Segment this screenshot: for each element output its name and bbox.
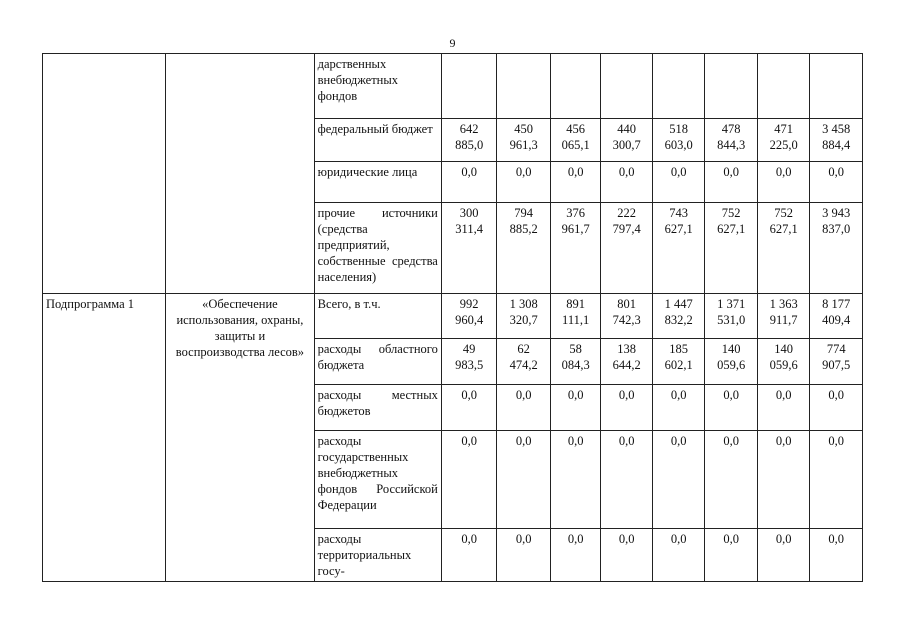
amount-cell: 0,0 xyxy=(652,431,705,529)
funding-source-cell: расходы территориальных госу- xyxy=(314,529,441,582)
amount-cell: 0,0 xyxy=(705,385,758,431)
amount-cell: 0,0 xyxy=(705,162,758,203)
funding-source-cell: расходы областного бюджета xyxy=(314,339,441,385)
amount-cell: 0,0 xyxy=(497,529,551,582)
amount-cell: 1 363 911,7 xyxy=(757,294,810,339)
amount-cell: 794 885,2 xyxy=(497,203,551,294)
amount-cell xyxy=(652,54,705,119)
amount-cell: 642 885,0 xyxy=(441,119,497,162)
amount-cell: 1 308 320,7 xyxy=(497,294,551,339)
amount-cell: 0,0 xyxy=(601,162,653,203)
amount-cell: 0,0 xyxy=(652,162,705,203)
amount-cell: 0,0 xyxy=(810,431,863,529)
subprogram-title: «Обеспечение использования, охраны, защиты и воспроизводства лесов» xyxy=(166,294,314,582)
amount-cell: 0,0 xyxy=(705,529,758,582)
amount-cell: 0,0 xyxy=(601,529,653,582)
amount-cell: 0,0 xyxy=(810,385,863,431)
amount-cell: 992 960,4 xyxy=(441,294,497,339)
amount-cell: 0,0 xyxy=(757,431,810,529)
amount-cell: 0,0 xyxy=(757,162,810,203)
amount-cell: 0,0 xyxy=(810,529,863,582)
empty-title-cell xyxy=(166,54,314,294)
amount-cell: 185 602,1 xyxy=(652,339,705,385)
amount-cell: 376 961,7 xyxy=(550,203,600,294)
amount-cell: 0,0 xyxy=(757,529,810,582)
amount-cell: 0,0 xyxy=(441,431,497,529)
amount-cell: 456 065,1 xyxy=(550,119,600,162)
funding-source-cell: расходы местных бюджетов xyxy=(314,385,441,431)
amount-cell: 0,0 xyxy=(652,385,705,431)
table-row xyxy=(43,294,863,339)
amount-cell: 3 943 837,0 xyxy=(810,203,863,294)
amount-cell: 518 603,0 xyxy=(652,119,705,162)
empty-program-cell xyxy=(43,54,166,294)
amount-cell: 0,0 xyxy=(550,529,600,582)
amount-cell: 0,0 xyxy=(705,431,758,529)
amount-cell: 0,0 xyxy=(441,529,497,582)
amount-cell: 140 059,6 xyxy=(705,339,758,385)
amount-cell: 0,0 xyxy=(550,431,600,529)
amount-cell xyxy=(757,54,810,119)
subprogram-label: Подпрограмма 1 xyxy=(43,294,166,582)
page-number: 9 xyxy=(449,36,456,50)
amount-cell xyxy=(441,54,497,119)
amount-cell: 0,0 xyxy=(441,385,497,431)
amount-cell: 450 961,3 xyxy=(497,119,551,162)
amount-cell xyxy=(550,54,600,119)
amount-cell: 752 627,1 xyxy=(757,203,810,294)
amount-cell: 140 059,6 xyxy=(757,339,810,385)
amount-cell: 62 474,2 xyxy=(497,339,551,385)
amount-cell: 801 742,3 xyxy=(601,294,653,339)
amount-cell: 0,0 xyxy=(757,385,810,431)
amount-cell xyxy=(497,54,551,119)
amount-cell: 8 177 409,4 xyxy=(810,294,863,339)
funding-source-cell: расходы государственных внебюджетных фондов Российской Федерации xyxy=(314,431,441,529)
funding-source-cell: федеральный бюджет xyxy=(314,119,441,162)
funding-source-cell: Всего, в т.ч. xyxy=(314,294,441,339)
amount-cell: 0,0 xyxy=(550,162,600,203)
amount-cell xyxy=(601,54,653,119)
amount-cell: 0,0 xyxy=(441,162,497,203)
table-row xyxy=(43,54,863,119)
amount-cell: 138 644,2 xyxy=(601,339,653,385)
amount-cell: 0,0 xyxy=(652,529,705,582)
amount-cell: 471 225,0 xyxy=(757,119,810,162)
amount-cell: 3 458 884,4 xyxy=(810,119,863,162)
amount-cell: 49 983,5 xyxy=(441,339,497,385)
amount-cell: 1 447 832,2 xyxy=(652,294,705,339)
amount-cell: 0,0 xyxy=(497,385,551,431)
amount-cell: 0,0 xyxy=(810,162,863,203)
amount-cell: 478 844,3 xyxy=(705,119,758,162)
amount-cell: 222 797,4 xyxy=(601,203,653,294)
funding-source-cell: прочие источники (средства предприятий, собственные средства населения) xyxy=(314,203,441,294)
amount-cell: 1 371 531,0 xyxy=(705,294,758,339)
funding-source-cell: юридические лица xyxy=(314,162,441,203)
amount-cell: 0,0 xyxy=(497,162,551,203)
funding-table xyxy=(42,53,863,582)
amount-cell: 300 311,4 xyxy=(441,203,497,294)
amount-cell: 0,0 xyxy=(601,385,653,431)
amount-cell: 774 907,5 xyxy=(810,339,863,385)
amount-cell xyxy=(705,54,758,119)
amount-cell: 0,0 xyxy=(550,385,600,431)
amount-cell: 0,0 xyxy=(601,431,653,529)
amount-cell: 743 627,1 xyxy=(652,203,705,294)
amount-cell: 752 627,1 xyxy=(705,203,758,294)
amount-cell xyxy=(810,54,863,119)
amount-cell: 440 300,7 xyxy=(601,119,653,162)
amount-cell: 0,0 xyxy=(497,431,551,529)
amount-cell: 891 111,1 xyxy=(550,294,600,339)
amount-cell: 58 084,3 xyxy=(550,339,600,385)
funding-source-cell: дарственных внебюджетных фондов xyxy=(314,54,441,119)
